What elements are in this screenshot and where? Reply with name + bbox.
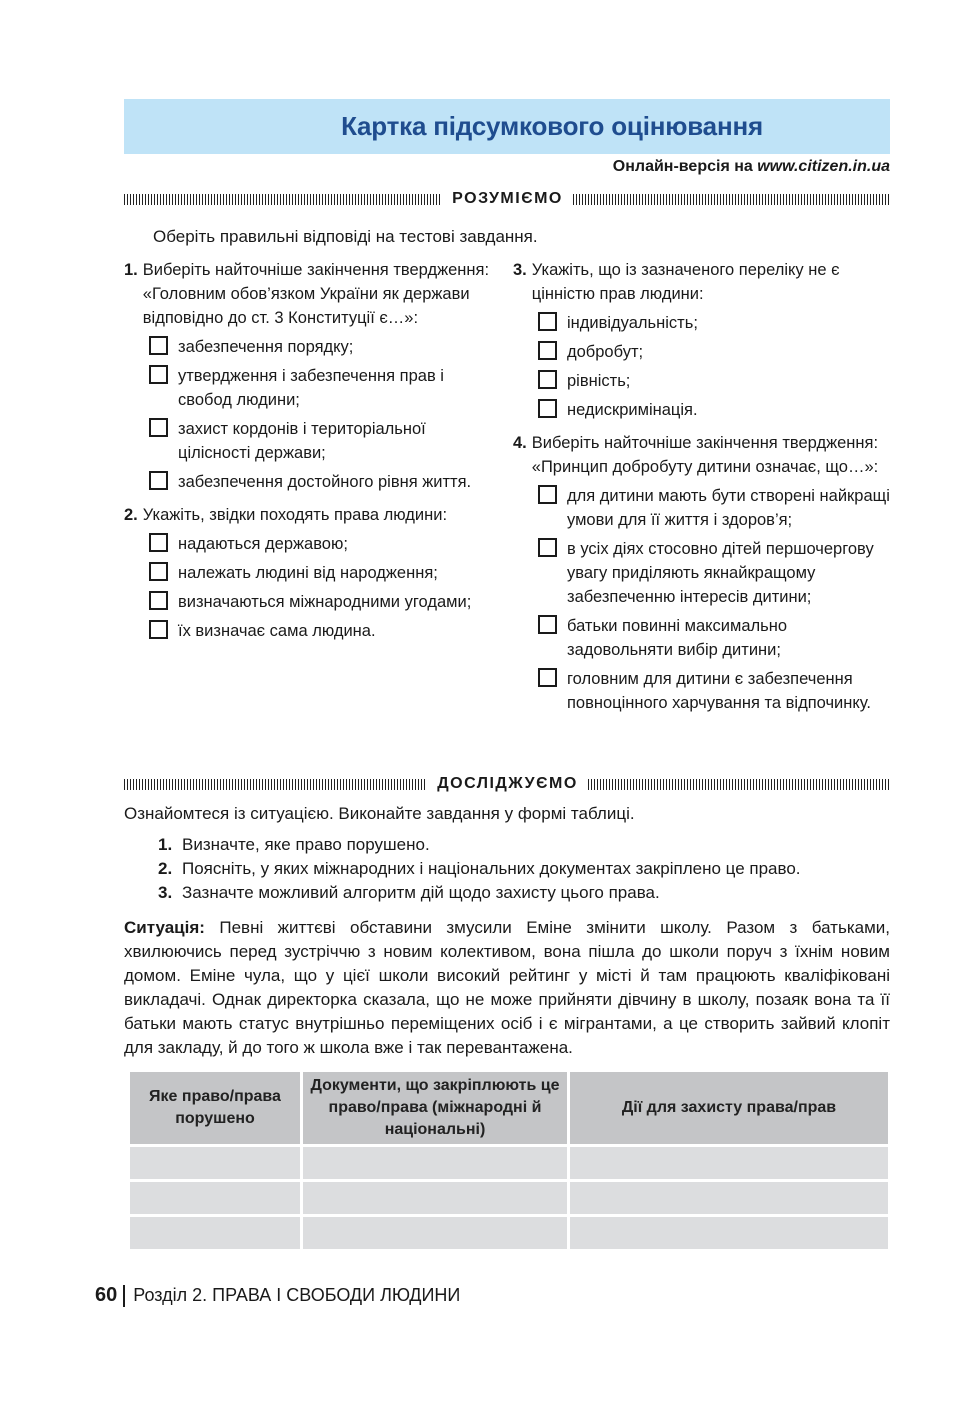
- checkbox[interactable]: [149, 591, 168, 610]
- option-label: в усіх діях стосовно дітей першочергову увагу приділяють якнайкращому забезпеченню інтересів дитини;: [567, 540, 874, 606]
- table-cell[interactable]: [570, 1217, 888, 1249]
- option-label: батьки повинні максимально задовольняти вибір дитини;: [567, 617, 788, 659]
- explore-instructions: Ознайомтеся із ситуацією. Виконайте завдання у формі таблиці.: [124, 804, 635, 823]
- table-header-actions: Дії для захисту права/прав: [570, 1072, 888, 1144]
- task-text: Визначте, яке право порушено.: [182, 835, 430, 854]
- option-label: забезпечення достойного рівня життя.: [178, 473, 472, 491]
- question-text: Виберіть найточніше закінчення твердження: «Принцип добробуту дитини означає, що…»:: [531, 434, 879, 476]
- answer-option[interactable]: [149, 561, 494, 585]
- checkbox[interactable]: [149, 533, 168, 552]
- answer-option[interactable]: [149, 619, 494, 643]
- answer-option[interactable]: [538, 340, 891, 364]
- question-3: [513, 258, 891, 422]
- table-row: [130, 1147, 888, 1179]
- task-item: [158, 857, 801, 881]
- answer-option[interactable]: [149, 532, 494, 556]
- divider-hatch-right: [588, 779, 891, 790]
- answer-option[interactable]: [149, 470, 494, 494]
- footer-separator: [123, 1285, 125, 1307]
- checkbox[interactable]: [538, 485, 557, 504]
- question-1: [124, 258, 494, 494]
- table-header-violated-right: Яке право/права порушено: [130, 1072, 300, 1144]
- table-cell[interactable]: [570, 1182, 888, 1214]
- checkbox[interactable]: [538, 312, 557, 331]
- table-header-documents: Документи, що закріплюють це право/права (міжнародні й національні): [303, 1072, 567, 1144]
- page-number: 60: [95, 1284, 118, 1306]
- option-label: добробут;: [567, 343, 644, 361]
- answer-option[interactable]: [538, 369, 891, 393]
- table-row: [130, 1182, 888, 1214]
- option-label: визначаються міжнародними угодами;: [178, 593, 472, 611]
- option-label: індивідуальність;: [567, 314, 698, 332]
- online-url-link[interactable]: www.citizen.in.ua: [757, 158, 890, 175]
- question-text: Укажіть, звідки походять права людини:: [142, 506, 448, 524]
- option-label: рівність;: [567, 372, 631, 390]
- checkbox[interactable]: [538, 668, 557, 687]
- question-text: Укажіть, що із зазначеного переліку не є цінністю прав людини:: [531, 261, 840, 303]
- option-label: належать людині від народження;: [178, 564, 438, 582]
- questions-left-column: [124, 258, 494, 652]
- section-divider-explore: [124, 773, 891, 795]
- answer-option[interactable]: [538, 614, 891, 662]
- table-cell[interactable]: [303, 1182, 567, 1214]
- online-version-note: [613, 158, 890, 176]
- answer-option[interactable]: [538, 537, 891, 609]
- task-number: 3.: [158, 883, 173, 902]
- table-row: [130, 1217, 888, 1249]
- question-text: Виберіть найточніше закінчення твердження: «Головним обов’язком України як держави відповідно до ст. 3 Конституції є…»:: [142, 261, 490, 327]
- answer-table: [127, 1069, 891, 1252]
- option-label: для дитини мають бути створені найкращі умови для її життя і здоров’я;: [567, 487, 890, 529]
- answer-option[interactable]: [149, 335, 494, 359]
- table-cell[interactable]: [303, 1217, 567, 1249]
- answer-option[interactable]: [538, 667, 891, 715]
- test-instructions: Оберіть правильні відповіді на тестові завдання.: [153, 227, 538, 246]
- question-number: 2.: [124, 506, 138, 524]
- question-number: 4.: [513, 434, 527, 452]
- page-footer: [95, 1284, 460, 1307]
- answer-option[interactable]: [149, 590, 494, 614]
- question-4: [513, 431, 891, 715]
- checkbox[interactable]: [149, 336, 168, 355]
- question-number: 1.: [124, 261, 138, 279]
- divider-hatch-right: [573, 194, 891, 205]
- page-title: Картка підсумкового оцінювання: [341, 111, 763, 141]
- checkbox[interactable]: [149, 471, 168, 490]
- checkbox[interactable]: [538, 370, 557, 389]
- situation-paragraph: [124, 916, 890, 1060]
- situation-label: Ситуація:: [124, 918, 205, 937]
- task-text: Поясніть, у яких міжнародних і національних документах закріплено це право.: [182, 859, 801, 878]
- question-number: 3.: [513, 261, 527, 279]
- section-label-understand: РОЗУМІЄМО: [452, 190, 563, 207]
- table-cell[interactable]: [130, 1217, 300, 1249]
- table-cell[interactable]: [303, 1147, 567, 1179]
- situation-text: Певні життєві обставини змусили Еміне змінити школу. Разом з батьками, хвилюючись перед зустріччю з новим колективом, вона пішла до школи поруч з їхнім новим домом. Еміне чула, що у цієї школи високий рейтинг у місті й там працюють кваліфіковані викладачі. Однак директорка сказала, що не може прийняти дівчину в школу, позаяк вона та її батьки мають статус внутрішньо переміщених осіб і є мігрантами, а це створить зайвий клопіт для закладу, й до того ж школа вже і так перевантажена.: [124, 918, 890, 1057]
- option-label: їх визначає сама людина.: [178, 622, 376, 640]
- option-label: захист кордонів і територіальної цілісності держави;: [178, 420, 426, 462]
- answer-option[interactable]: [538, 311, 891, 335]
- checkbox[interactable]: [538, 341, 557, 360]
- task-number: 2.: [158, 859, 173, 878]
- divider-hatch-left: [124, 779, 427, 790]
- checkbox[interactable]: [538, 615, 557, 634]
- answer-option[interactable]: [538, 484, 891, 532]
- divider-hatch-left: [124, 194, 442, 205]
- answer-option[interactable]: [538, 398, 891, 422]
- table-cell[interactable]: [130, 1182, 300, 1214]
- section-divider-understand: [124, 188, 891, 210]
- answer-option[interactable]: [149, 417, 494, 465]
- option-label: забезпечення порядку;: [178, 338, 354, 356]
- task-number: 1.: [158, 835, 173, 854]
- checkbox[interactable]: [149, 620, 168, 639]
- option-label: недискримінація.: [567, 401, 698, 419]
- questions-right-column: [513, 258, 891, 724]
- title-banner: [124, 99, 890, 154]
- task-item: [158, 833, 801, 857]
- online-prefix: Онлайн-версія на: [612, 158, 753, 175]
- checkbox[interactable]: [149, 562, 168, 581]
- checkbox[interactable]: [149, 365, 168, 384]
- checkbox[interactable]: [149, 418, 168, 437]
- task-text: Зазначте можливий алгоритм дій щодо захисту цього права.: [182, 883, 660, 902]
- task-list: [158, 833, 801, 905]
- table-cell[interactable]: [130, 1147, 300, 1179]
- question-2: [124, 503, 494, 643]
- chapter-title: Розділ 2. ПРАВА І СВОБОДИ ЛЮДИНИ: [133, 1285, 461, 1305]
- option-label: утвердження і забезпечення прав і свобод людини;: [178, 367, 444, 409]
- checkbox[interactable]: [538, 538, 557, 557]
- table-cell[interactable]: [570, 1147, 888, 1179]
- answer-option[interactable]: [149, 364, 494, 412]
- checkbox[interactable]: [538, 399, 557, 418]
- section-label-explore: ДОСЛІДЖУЄМО: [437, 775, 578, 792]
- option-label: головним для дитини є забезпечення повноцінного харчування та відпочинку.: [567, 670, 871, 712]
- table-header-row: [130, 1072, 888, 1144]
- task-item: [158, 881, 801, 905]
- option-label: надаються державою;: [178, 535, 348, 553]
